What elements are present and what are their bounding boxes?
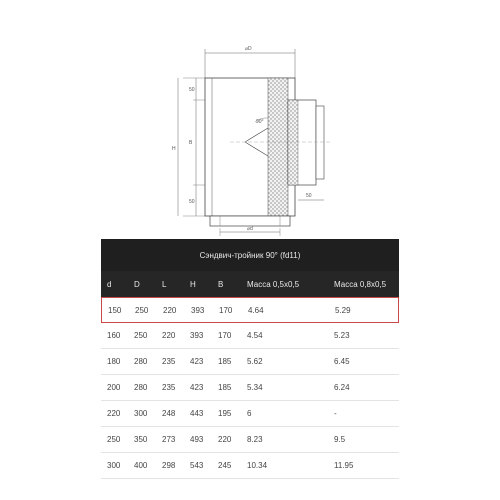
cell: 300	[134, 409, 148, 418]
dim-inner-diameter: ⌀d	[247, 226, 253, 232]
cell: 185	[218, 383, 232, 392]
cell: 273	[162, 435, 176, 444]
header-B: B	[218, 279, 224, 289]
cell: 6.24	[334, 383, 350, 392]
cell: 180	[107, 357, 121, 366]
cell: 298	[162, 461, 176, 470]
cell: 5.62	[247, 357, 263, 366]
cell: 350	[134, 435, 148, 444]
cell: 250	[107, 435, 121, 444]
cell: 160	[107, 331, 121, 340]
cell: 6.45	[334, 357, 350, 366]
table-title: Сэндвич-тройник 90° (fd11)	[101, 239, 399, 271]
cell: 8.23	[247, 435, 263, 444]
table-row	[101, 427, 399, 453]
table-row	[101, 297, 399, 323]
header-mass-05: Масса 0,5x0,5	[247, 279, 300, 289]
cell: 393	[191, 305, 205, 315]
table-row	[101, 401, 399, 427]
dim-height: H	[172, 146, 176, 152]
cell: 423	[190, 357, 204, 366]
cell: 248	[162, 409, 176, 418]
cell: 235	[162, 357, 176, 366]
table-row	[101, 453, 399, 479]
cell: 10.34	[247, 461, 268, 470]
cell: 443	[190, 409, 204, 418]
header-mass-08: Масса 0,8x0,5	[334, 279, 387, 289]
cell: 220	[162, 331, 176, 340]
cell: 4.64	[248, 305, 264, 315]
cell: 5.29	[335, 305, 351, 315]
dim-branch-b: B	[189, 140, 193, 146]
cell: 150	[108, 305, 122, 315]
cell: 4.54	[247, 331, 263, 340]
cell: 170	[219, 305, 233, 315]
technical-drawing	[0, 0, 500, 236]
cell: 200	[107, 383, 121, 392]
cell: 6	[247, 409, 252, 418]
cell: 185	[218, 357, 232, 366]
header-D: D	[134, 279, 140, 289]
dim-outer-diameter: ⌀D	[245, 46, 252, 52]
cell: 235	[162, 383, 176, 392]
table-row	[101, 375, 399, 401]
cell: 400	[134, 461, 148, 470]
cell: 280	[134, 383, 148, 392]
table-header-row	[101, 271, 399, 297]
dim-top-50: 50	[189, 87, 195, 93]
cell: -	[334, 409, 337, 418]
table-row	[101, 349, 399, 375]
dim-side-50: 50	[306, 193, 312, 199]
cell: 11.95	[334, 461, 354, 470]
cell: 5.23	[334, 331, 350, 340]
cell: 220	[218, 435, 232, 444]
cell: 250	[135, 305, 149, 315]
cell: 5.34	[247, 383, 263, 392]
cell: 195	[218, 409, 232, 418]
cell: 250	[134, 331, 148, 340]
header-d: d	[107, 279, 112, 289]
header-L: L	[162, 279, 167, 289]
cell: 220	[107, 409, 121, 418]
cell: 9.5	[334, 435, 346, 444]
table-row	[101, 323, 399, 349]
header-H: H	[190, 279, 196, 289]
cell: 220	[163, 305, 177, 315]
spec-table	[101, 239, 399, 479]
cell: 280	[134, 357, 148, 366]
cell: 300	[107, 461, 121, 470]
cell: 493	[190, 435, 204, 444]
cell: 423	[190, 383, 204, 392]
cell: 170	[218, 331, 232, 340]
cell: 393	[190, 331, 204, 340]
dim-bottom-50: 50	[189, 199, 195, 205]
cell: 543	[190, 461, 204, 470]
cell: 245	[218, 461, 232, 470]
dim-angle: 90°	[256, 119, 264, 125]
